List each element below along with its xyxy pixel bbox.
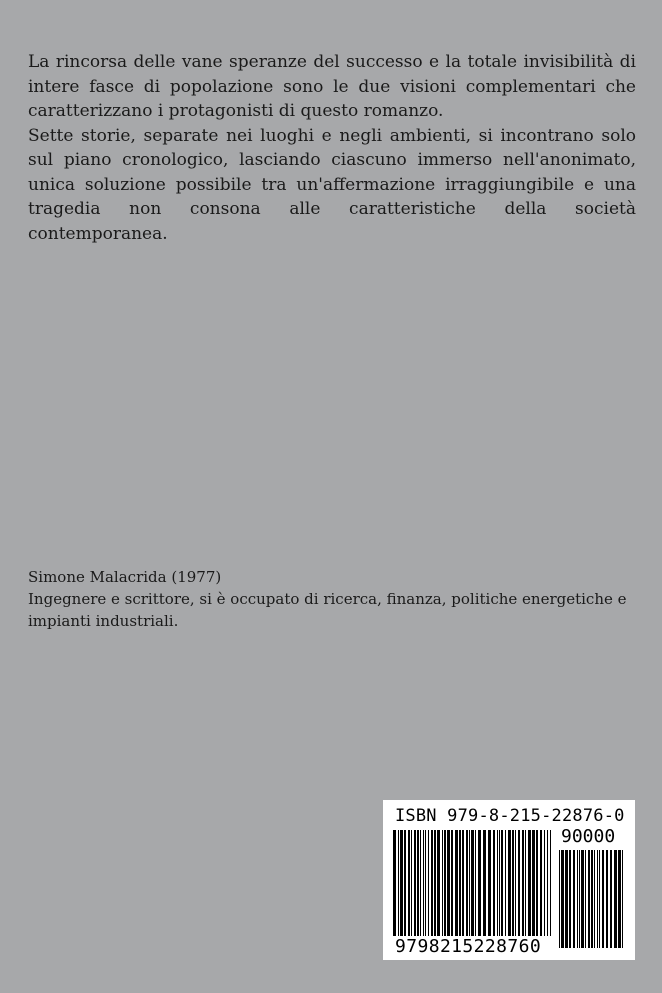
- barcode-addon-number: 90000: [561, 826, 616, 847]
- back-cover-blurb: [28, 50, 636, 246]
- author-bio: Ingegnere e scrittore, si è occupato di ricerca, finanza, politiche energetiche e impianti industriali.: [28, 590, 627, 630]
- isbn-barcode: [383, 800, 635, 960]
- blurb-paragraph-2: Sette storie, separate nei luoghi e negli ambienti, si incontrano solo sul piano cronologico, lasciando ciascuno immerso nell'anonimato, unica soluzione possibile tra un'affermazione irraggiungibile e una tragedia non consona alle caratteristiche della società contemporanea.: [28, 125, 636, 244]
- barcode-bars-icon: [393, 830, 555, 936]
- isbn-label: ISBN 979-8-215-22876-0: [395, 806, 625, 826]
- barcode-addon-bars-icon: [559, 850, 625, 948]
- barcode-digits: 9798215228760: [395, 936, 542, 957]
- author-section: [28, 566, 636, 632]
- author-name: Simone Malacrida (1977): [28, 568, 222, 586]
- blurb-paragraph-1: La rincorsa delle vane speranze del successo e la totale invisibilità di intere fasce di popolazione sono le due visioni complementari che caratterizzano i protagonisti di questo romanzo.: [28, 52, 636, 121]
